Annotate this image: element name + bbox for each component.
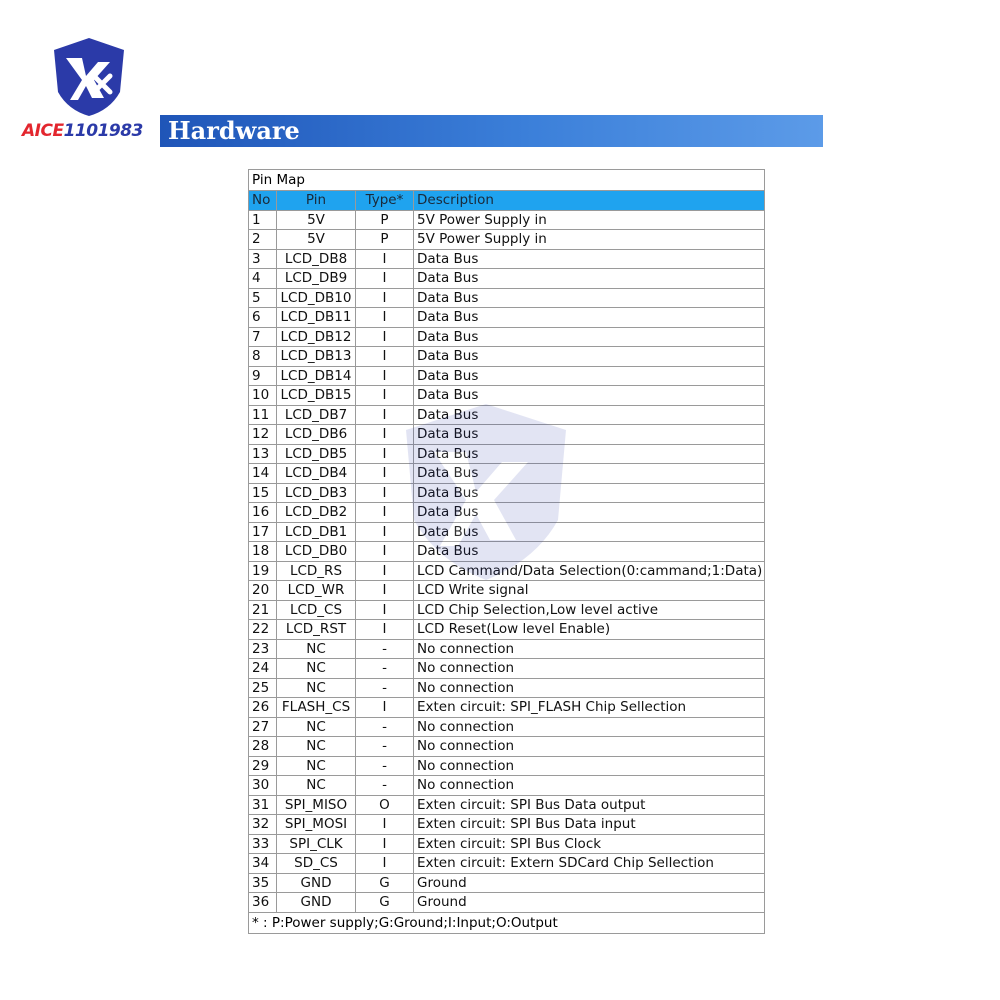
cell-pin: NC bbox=[277, 639, 356, 659]
cell-type: P bbox=[356, 210, 414, 230]
cell-type: I bbox=[356, 561, 414, 581]
cell-no: 28 bbox=[249, 737, 277, 757]
cell-description: LCD Reset(Low level Enable) bbox=[414, 620, 765, 640]
cell-description: No connection bbox=[414, 776, 765, 796]
cell-description: Exten circuit: SPI_FLASH Chip Sellection bbox=[414, 698, 765, 718]
cell-pin: NC bbox=[277, 678, 356, 698]
cell-pin: LCD_DB1 bbox=[277, 522, 356, 542]
cell-pin: GND bbox=[277, 893, 356, 913]
cell-pin: LCD_DB9 bbox=[277, 269, 356, 289]
cell-pin: LCD_DB10 bbox=[277, 288, 356, 308]
type-legend-footnote: * : P:Power supply;G:Ground;I:Input;O:Output bbox=[248, 913, 765, 934]
cell-no: 13 bbox=[249, 444, 277, 464]
cell-pin: LCD_RST bbox=[277, 620, 356, 640]
cell-description: Exten circuit: SPI Bus Data input bbox=[414, 815, 765, 835]
column-header-pin: Pin bbox=[277, 191, 356, 211]
cell-pin: NC bbox=[277, 717, 356, 737]
table-row bbox=[249, 464, 765, 484]
table-row bbox=[249, 854, 765, 874]
cell-no: 36 bbox=[249, 893, 277, 913]
pin-map-panel bbox=[248, 169, 765, 934]
table-row bbox=[249, 834, 765, 854]
table-row bbox=[249, 308, 765, 328]
table-row bbox=[249, 815, 765, 835]
cell-pin: LCD_RS bbox=[277, 561, 356, 581]
cell-pin: NC bbox=[277, 776, 356, 796]
cell-pin: LCD_DB15 bbox=[277, 386, 356, 406]
cell-type: - bbox=[356, 639, 414, 659]
cell-no: 9 bbox=[249, 366, 277, 386]
cell-pin: FLASH_CS bbox=[277, 698, 356, 718]
cell-pin: LCD_DB14 bbox=[277, 366, 356, 386]
cell-type: I bbox=[356, 522, 414, 542]
cell-no: 30 bbox=[249, 776, 277, 796]
cell-no: 14 bbox=[249, 464, 277, 484]
table-caption: Pin Map bbox=[248, 169, 765, 190]
cell-description: Data Bus bbox=[414, 405, 765, 425]
cell-type: - bbox=[356, 737, 414, 757]
cell-description: LCD Write signal bbox=[414, 581, 765, 601]
table-row bbox=[249, 678, 765, 698]
cell-type: I bbox=[356, 834, 414, 854]
cell-description: Data Bus bbox=[414, 347, 765, 367]
table-row bbox=[249, 893, 765, 913]
cell-description: Data Bus bbox=[414, 249, 765, 269]
cell-type: I bbox=[356, 249, 414, 269]
cell-pin: SPI_CLK bbox=[277, 834, 356, 854]
cell-no: 1 bbox=[249, 210, 277, 230]
cell-no: 18 bbox=[249, 542, 277, 562]
table-body bbox=[249, 210, 765, 912]
cell-description: Data Bus bbox=[414, 542, 765, 562]
cell-description: Data Bus bbox=[414, 425, 765, 445]
cell-description: No connection bbox=[414, 678, 765, 698]
cell-type: I bbox=[356, 269, 414, 289]
cell-no: 34 bbox=[249, 854, 277, 874]
table-row bbox=[249, 327, 765, 347]
cell-description: No connection bbox=[414, 737, 765, 757]
table-row bbox=[249, 444, 765, 464]
cell-pin: LCD_DB4 bbox=[277, 464, 356, 484]
cell-no: 4 bbox=[249, 269, 277, 289]
table-row bbox=[249, 600, 765, 620]
table-row bbox=[249, 269, 765, 289]
cell-type: I bbox=[356, 444, 414, 464]
cell-type: I bbox=[356, 386, 414, 406]
cell-no: 16 bbox=[249, 503, 277, 523]
brand-badge-icon bbox=[48, 36, 130, 118]
cell-pin: SD_CS bbox=[277, 854, 356, 874]
cell-no: 32 bbox=[249, 815, 277, 835]
table-row bbox=[249, 210, 765, 230]
brand-wordmark-a: AICE bbox=[22, 121, 64, 141]
cell-type: I bbox=[356, 503, 414, 523]
table-row bbox=[249, 425, 765, 445]
cell-type: I bbox=[356, 600, 414, 620]
cell-description: No connection bbox=[414, 717, 765, 737]
cell-pin: LCD_DB3 bbox=[277, 483, 356, 503]
table-row bbox=[249, 659, 765, 679]
cell-no: 23 bbox=[249, 639, 277, 659]
cell-type: I bbox=[356, 815, 414, 835]
cell-type: I bbox=[356, 347, 414, 367]
cell-pin: NC bbox=[277, 737, 356, 757]
table-row bbox=[249, 639, 765, 659]
cell-no: 5 bbox=[249, 288, 277, 308]
cell-no: 31 bbox=[249, 795, 277, 815]
cell-description: Data Bus bbox=[414, 444, 765, 464]
cell-no: 20 bbox=[249, 581, 277, 601]
pin-map-table bbox=[248, 190, 765, 913]
cell-description: Data Bus bbox=[414, 522, 765, 542]
cell-description: No connection bbox=[414, 639, 765, 659]
cell-pin: LCD_DB0 bbox=[277, 542, 356, 562]
cell-no: 35 bbox=[249, 873, 277, 893]
table-header-row bbox=[249, 191, 765, 211]
cell-no: 26 bbox=[249, 698, 277, 718]
cell-no: 3 bbox=[249, 249, 277, 269]
cell-type: I bbox=[356, 464, 414, 484]
cell-pin: LCD_DB5 bbox=[277, 444, 356, 464]
table-row bbox=[249, 620, 765, 640]
cell-type: - bbox=[356, 756, 414, 776]
table-row bbox=[249, 347, 765, 367]
cell-description: No connection bbox=[414, 659, 765, 679]
cell-type: P bbox=[356, 230, 414, 250]
cell-description: Data Bus bbox=[414, 327, 765, 347]
cell-description: 5V Power Supply in bbox=[414, 210, 765, 230]
cell-no: 29 bbox=[249, 756, 277, 776]
cell-pin: LCD_CS bbox=[277, 600, 356, 620]
cell-description: Ground bbox=[414, 893, 765, 913]
table-row bbox=[249, 249, 765, 269]
page-title: Hardware bbox=[168, 116, 300, 145]
cell-description: LCD Cammand/Data Selection(0:cammand;1:Data) bbox=[414, 561, 765, 581]
cell-pin: GND bbox=[277, 873, 356, 893]
brand-wordmark bbox=[22, 120, 158, 142]
cell-description: Data Bus bbox=[414, 386, 765, 406]
cell-pin: LCD_DB6 bbox=[277, 425, 356, 445]
column-header-description: Description bbox=[414, 191, 765, 211]
cell-type: I bbox=[356, 698, 414, 718]
cell-description: Data Bus bbox=[414, 308, 765, 328]
table-row bbox=[249, 698, 765, 718]
cell-pin: LCD_DB7 bbox=[277, 405, 356, 425]
table-row bbox=[249, 386, 765, 406]
cell-description: Data Bus bbox=[414, 464, 765, 484]
brand-logo bbox=[22, 36, 158, 148]
cell-type: G bbox=[356, 893, 414, 913]
table-row bbox=[249, 522, 765, 542]
cell-no: 27 bbox=[249, 717, 277, 737]
cell-description: Data Bus bbox=[414, 483, 765, 503]
cell-type: I bbox=[356, 366, 414, 386]
cell-pin: NC bbox=[277, 756, 356, 776]
cell-pin: LCD_DB13 bbox=[277, 347, 356, 367]
cell-type: I bbox=[356, 542, 414, 562]
cell-description: Exten circuit: SPI Bus Clock bbox=[414, 834, 765, 854]
cell-no: 22 bbox=[249, 620, 277, 640]
table-row bbox=[249, 873, 765, 893]
table-row bbox=[249, 405, 765, 425]
cell-description: No connection bbox=[414, 756, 765, 776]
column-header-no: No bbox=[249, 191, 277, 211]
cell-no: 25 bbox=[249, 678, 277, 698]
table-row bbox=[249, 776, 765, 796]
cell-description: Data Bus bbox=[414, 503, 765, 523]
column-header-type: Type* bbox=[356, 191, 414, 211]
cell-no: 10 bbox=[249, 386, 277, 406]
cell-no: 21 bbox=[249, 600, 277, 620]
cell-type: I bbox=[356, 308, 414, 328]
cell-pin: LCD_DB8 bbox=[277, 249, 356, 269]
section-banner bbox=[160, 115, 823, 147]
cell-type: - bbox=[356, 776, 414, 796]
cell-pin: NC bbox=[277, 659, 356, 679]
cell-type: - bbox=[356, 717, 414, 737]
cell-type: I bbox=[356, 288, 414, 308]
table-row bbox=[249, 756, 765, 776]
cell-no: 7 bbox=[249, 327, 277, 347]
cell-description: Exten circuit: Extern SDCard Chip Sellection bbox=[414, 854, 765, 874]
cell-pin: LCD_DB2 bbox=[277, 503, 356, 523]
cell-type: I bbox=[356, 425, 414, 445]
table-row bbox=[249, 483, 765, 503]
table-row bbox=[249, 737, 765, 757]
cell-pin: SPI_MISO bbox=[277, 795, 356, 815]
cell-pin: LCD_WR bbox=[277, 581, 356, 601]
cell-description: Data Bus bbox=[414, 288, 765, 308]
cell-type: O bbox=[356, 795, 414, 815]
cell-pin: SPI_MOSI bbox=[277, 815, 356, 835]
cell-no: 33 bbox=[249, 834, 277, 854]
cell-type: I bbox=[356, 483, 414, 503]
cell-description: LCD Chip Selection,Low level active bbox=[414, 600, 765, 620]
cell-type: I bbox=[356, 854, 414, 874]
cell-no: 11 bbox=[249, 405, 277, 425]
cell-pin: 5V bbox=[277, 230, 356, 250]
cell-no: 8 bbox=[249, 347, 277, 367]
table-row bbox=[249, 230, 765, 250]
brand-wordmark-b: 1101983 bbox=[63, 121, 143, 141]
table-row bbox=[249, 503, 765, 523]
cell-description: Data Bus bbox=[414, 366, 765, 386]
cell-type: G bbox=[356, 873, 414, 893]
cell-no: 6 bbox=[249, 308, 277, 328]
cell-type: - bbox=[356, 678, 414, 698]
cell-description: 5V Power Supply in bbox=[414, 230, 765, 250]
table-row bbox=[249, 561, 765, 581]
table-row bbox=[249, 288, 765, 308]
table-row bbox=[249, 542, 765, 562]
cell-pin: LCD_DB11 bbox=[277, 308, 356, 328]
cell-no: 19 bbox=[249, 561, 277, 581]
cell-pin: 5V bbox=[277, 210, 356, 230]
cell-description: Data Bus bbox=[414, 269, 765, 289]
cell-no: 15 bbox=[249, 483, 277, 503]
table-row bbox=[249, 366, 765, 386]
cell-type: I bbox=[356, 620, 414, 640]
cell-type: I bbox=[356, 405, 414, 425]
cell-description: Ground bbox=[414, 873, 765, 893]
cell-no: 24 bbox=[249, 659, 277, 679]
cell-no: 2 bbox=[249, 230, 277, 250]
table-row bbox=[249, 581, 765, 601]
cell-description: Exten circuit: SPI Bus Data output bbox=[414, 795, 765, 815]
cell-type: - bbox=[356, 659, 414, 679]
table-row bbox=[249, 795, 765, 815]
cell-no: 17 bbox=[249, 522, 277, 542]
cell-no: 12 bbox=[249, 425, 277, 445]
cell-type: I bbox=[356, 327, 414, 347]
table-row bbox=[249, 717, 765, 737]
cell-pin: LCD_DB12 bbox=[277, 327, 356, 347]
cell-type: I bbox=[356, 581, 414, 601]
